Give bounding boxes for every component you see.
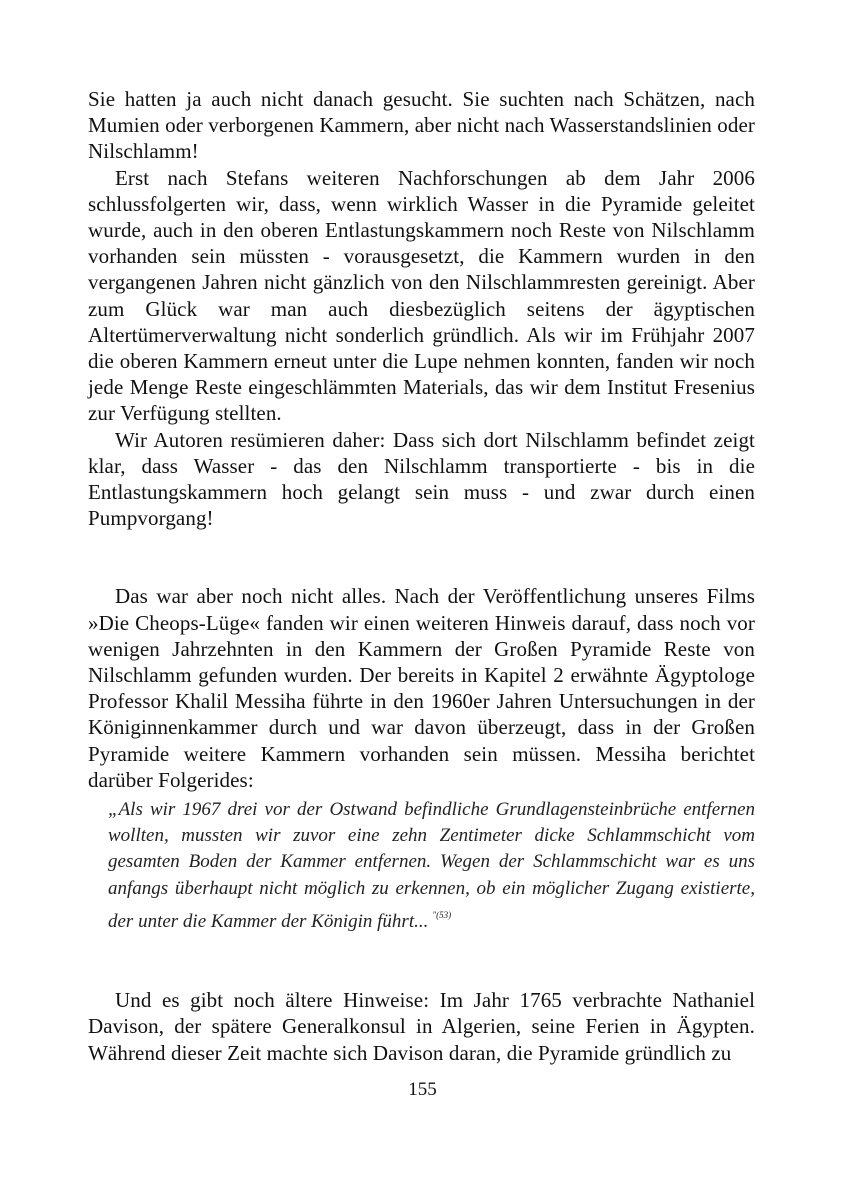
page-number: 155 [408, 1079, 437, 1100]
section-gap [88, 531, 755, 583]
paragraph-3: Wir Autoren resümieren daher: Dass sich dort Nilschlamm befindet zeigt klar, dass Wasser - das den Nilschlamm transportierte - bis in die Entlastungskammern hoch gelangt sein muss - und zwar durch einen Pumpvorgang! [88, 427, 755, 531]
paragraph-4: Das war aber noch nicht alles. Nach der Veröffentlichung unseres Films »Die Cheops-Lüge« fanden wir einen weiteren Hinweis darauf, dass noch vor wenigen Jahrzehnten in den Kammern der Großen Pyramide Reste von Nilschlamm gefunden wurden. Der bereits in Kapitel 2 erwähnte Ägyptologe Professor Khalil Messiha führte in den 1960er Jahren Untersuchungen in der Königinnenkammer durch und war davon überzeugt, dass in der Großen Pyramide weitere Kammern vorhanden sein müssen. Messiha berichtet darüber Folgerides: [88, 584, 755, 792]
footnote-reference: "(53) [432, 909, 452, 920]
quote-text: „Als wir 1967 drei vor der Ostwand befindliche Grundlagensteinbrüche entfernen wollten, mussten wir zuvor eine zehn Zentimeter dicke Schlammschicht vom gesamten Boden der Kammer entfernen. Wegen der Schlammschicht war es uns anfangs überhaupt nicht möglich zu erkennen, ob ein möglicher Zugang existierte, der unter die Kammer der Königin führt... [108, 799, 755, 932]
section-gap [88, 935, 755, 987]
paragraph-1: Sie hatten ja auch nicht danach gesucht. Sie suchten nach Schätzen, nach Mumien oder verborgenen Kammern, aber nicht nach Wasserstandslinien oder Nilschlamm! [88, 87, 755, 164]
paragraph-5: Und es gibt noch ältere Hinweise: Im Jahr 1765 verbrachte Nathaniel Davison, der spätere Generalkonsul in Algerien, seine Ferien in Ägypten. Während dieser Zeit machte sich Davison daran, die Pyramide gründlich zu [88, 988, 755, 1065]
block-quote [108, 797, 755, 935]
paragraph-2: Erst nach Stefans weiteren Nachforschungen ab dem Jahr 2006 schlussfolgerten wir, dass, wenn wirklich Wasser in die Pyramide geleitet wurde, auch in den oberen Entlastungskammern noch Reste von Nilschlamm vorhanden sein müssten - vorausgesetzt, die Kammern wurden in den vergangenen Jahren nicht gänzlich von den Nilschlammresten gereinigt. Aber zum Glück war man auch diesbezüglich seitens der ägyptischen Altertümerverwaltung nicht sonderlich gründlich. Als wir im Frühjahr 2007 die oberen Kammern erneut unter die Lupe nehmen konnten, fanden wir noch jede Menge Reste eingeschlämmten Materials, das wir dem Institut Fresenius zur Verfügung stellten. [88, 165, 755, 426]
page-body [88, 86, 755, 1066]
